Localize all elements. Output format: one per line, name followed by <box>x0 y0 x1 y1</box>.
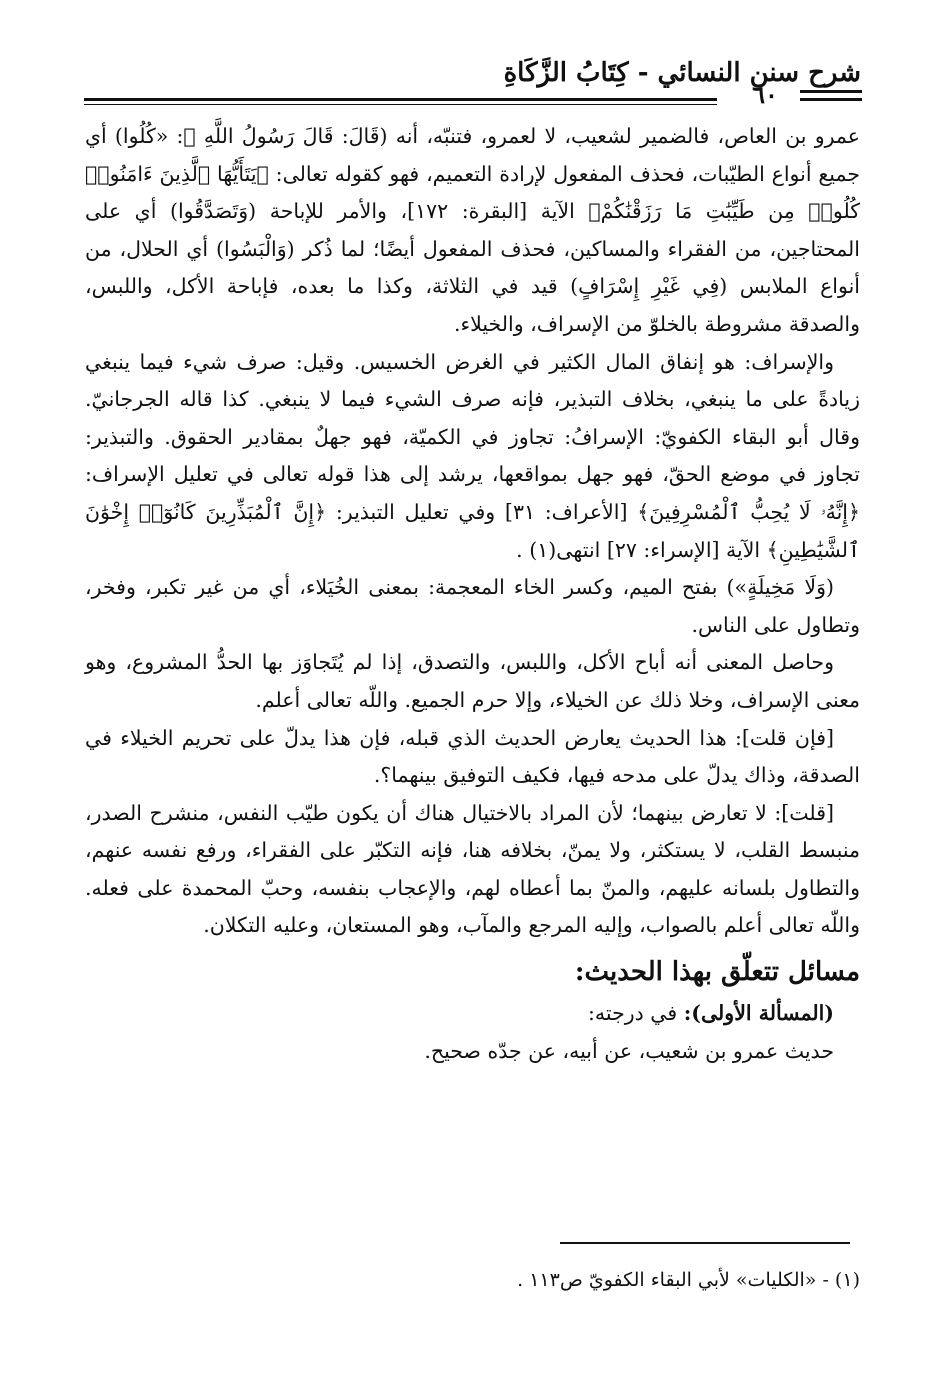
header-rule <box>84 98 717 105</box>
page-number-ornament <box>800 90 862 106</box>
paragraph-6: [قلت]: لا تعارض بينهما؛ لأن المراد بالاختيال هناك أن يكون طيّب النفس، منشرح الصدر، منبسط القلب، لا يستكثر، ولا يمنّ، بخلافه هنا، فإنه التكبّر على الفقراء، ورفع نفسه عنهم، والتطاول بلسانه عليهم، والمنّ بما أعطاه لهم، والإعجاب بنفسه، وحبّ المحمدة على فعله. واللّه تعالى أعلم بالصواب، وإليه المرجع والمآب، وهو المستعان، وعليه التكلان. <box>85 800 860 938</box>
paragraph-2: والإسراف: هو إنفاق المال الكثير في الغرض الخسيس. وقيل: صرف شيء فيما ينبغي زيادةً على ما ينبغي، بخلاف التبذير، فإنه صرف الشيء فيما لا ينبغي. كذا قاله الجرجانيّ. وقال أبو البقاء الكفويّ: الإسرافُ: تجاوز في الكميّة، فهو جهلٌ بمقادير الحقوق. والتبذير: تجاوز في موضع الحقّ، فهو جهل بمواقعها، يرشد إلى هذا قوله تعالى في تعليل الإسراف: ﴿إِنَّهُۥ لَا يُحِبُّ ٱلْمُسْرِفِينَ﴾ [الأعراف: ٣١] وفي تعليل التبذير: ﴿إِنَّ ٱلْمُبَذِّرِينَ كَانُوٓا۟ إِخْوَٰنَ ٱلشَّيَٰطِينِ﴾ الآية [الإسراء: ٢٧] انتهى(١) . <box>85 349 860 562</box>
footnote-rule <box>560 1242 850 1244</box>
paragraph-4: وحاصل المعنى أنه أباح الأكل، واللبس، والتصدق، إذا لم يُتَجاوَز بها الحدُّ المشروع، وهو معنى الإسراف، وخلا ذلك عن الخيلاء، وإلا حرم الجميع. واللّه تعالى أعلم. <box>85 650 860 712</box>
issue-line <box>85 995 860 1033</box>
body-text <box>85 118 860 1070</box>
section-heading: مسائل تتعلّق بهذا الحديث: <box>574 957 860 988</box>
paragraph-5: [فإن قلت]: هذا الحديث يعارض الحديث الذي قبله، فإن هذا يدلّ على تحريم الخيلاء في الصدقة، وذاك يدلّ على مدحه فيها، فكيف التوفيق بينهما؟. <box>85 725 860 788</box>
paragraph-3: (وَلَا مَخِيلَةٍ») بفتح الميم، وكسر الخاء المعجمة: بمعنى الخُيَلاء، أي من غير تكبر، وفخر، وتطاول على الناس. <box>85 575 860 637</box>
issue-label: (المسألة الأولى): <box>683 1001 834 1026</box>
issue-text: في درجته: <box>587 1001 678 1026</box>
page-number: ٦٠ <box>752 80 778 109</box>
paragraph-1: عمرو بن العاص، فالضمير لشعيب، لا لعمرو، فتنبّه، أنه (قَالَ: قَالَ رَسُولُ اللَّهِ ﷺ: «كُلُوا) أي جميع أنواع الطيّبات، فحذف المفعول لإرادة التعميم، فهو كقوله تعالى: ﴿يَتَأَيُّهَا ٱلَّذِينَ ءَامَنُوا۟ كُلُوا۟ مِن طَيِّبَٰتِ مَا رَزَقْنَٰكُمْ﴾ الآية [البقرة: ١٧٢]، والأمر للإباحة (وَتَصَدَّقُوا) أي على المحتاجين، من الفقراء والمساكين، فحذف المفعول أيضًا؛ لما ذُكر (وَالْبَسُوا) أي الحلال، من أنواع الملابس (فِي غَيْرِ إِسْرَافٍ) قيد في الثلاثة، وكذا ما بعده، فإباحة الأكل، واللبس، والصدقة مشروطة بالخلوّ من الإسراف، والخيلاء. <box>85 124 860 336</box>
footnote: (١) - «الكليات» لأبي البقاء الكفويّ ص١١٣ . <box>517 1269 860 1291</box>
running-header-title: شرح سنن النسائي - كِتَابُ الزَّكَاةِ <box>503 58 861 88</box>
issue-verdict: حديث عمرو بن شعيب، عن أبيه، عن جدّه صحيح. <box>424 1038 834 1063</box>
